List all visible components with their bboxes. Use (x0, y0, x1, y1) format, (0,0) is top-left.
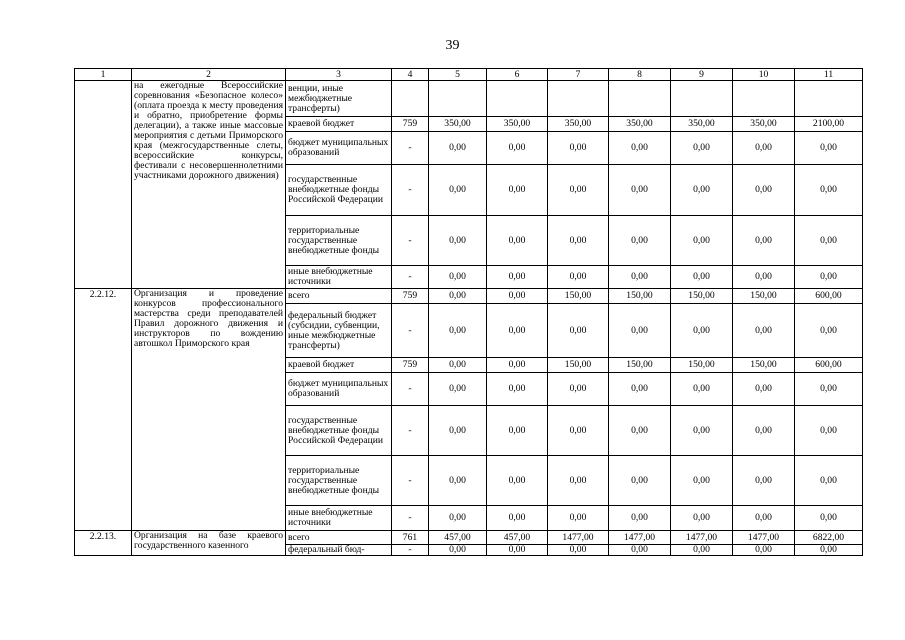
funding-source: всего (286, 289, 392, 304)
year-value: 0,00 (609, 216, 671, 266)
year-value: 0,00 (429, 406, 487, 456)
header-cell: 10 (733, 69, 795, 81)
year-value (548, 81, 609, 117)
year-value: 350,00 (609, 117, 671, 132)
year-value: 0,00 (609, 266, 671, 289)
total-value: 0,00 (795, 216, 863, 266)
year-value: 0,00 (429, 304, 487, 358)
funding-source: федеральный бюджет (субсидии, субвенции, иные межбюджетные трансферты) (286, 304, 392, 358)
year-value: 0,00 (487, 358, 548, 373)
year-value: 0,00 (429, 266, 487, 289)
year-value: 1477,00 (609, 531, 671, 545)
year-value: 0,00 (671, 373, 733, 406)
year-value: 0,00 (429, 456, 487, 506)
grbs-code: - (392, 132, 429, 165)
total-value: 0,00 (795, 456, 863, 506)
year-value: 0,00 (548, 304, 609, 358)
year-value: 1477,00 (733, 531, 795, 545)
grbs-code: - (392, 304, 429, 358)
total-value: 0,00 (795, 304, 863, 358)
year-value: 350,00 (733, 117, 795, 132)
year-value: 0,00 (487, 373, 548, 406)
grbs-code: 759 (392, 117, 429, 132)
year-value: 0,00 (548, 373, 609, 406)
item-code (75, 81, 132, 289)
year-value: 0,00 (671, 545, 733, 556)
header-cell: 3 (286, 69, 392, 81)
year-value: 0,00 (733, 373, 795, 406)
grbs-code: - (392, 406, 429, 456)
year-value: 0,00 (429, 216, 487, 266)
year-value: 0,00 (487, 406, 548, 456)
year-value: 457,00 (487, 531, 548, 545)
total-value: 2100,00 (795, 117, 863, 132)
funding-source: государственные внебюджетные фонды Российской Федерации (286, 406, 392, 456)
year-value: 0,00 (671, 165, 733, 216)
year-value: 350,00 (429, 117, 487, 132)
header-cell: 11 (795, 69, 863, 81)
year-value: 0,00 (609, 132, 671, 165)
year-value: 0,00 (733, 216, 795, 266)
item-name: Организация и проведение конкурсов профессионального мастерства среди преподавателей Правил дорожного движения и инструкторов по вождению автошкол Приморского края (132, 289, 286, 531)
total-value: 0,00 (795, 506, 863, 531)
table-row (75, 81, 863, 117)
year-value: 0,00 (609, 165, 671, 216)
year-value: 0,00 (487, 266, 548, 289)
year-value: 150,00 (671, 289, 733, 304)
year-value: 0,00 (487, 132, 548, 165)
year-value: 0,00 (429, 373, 487, 406)
year-value: 0,00 (671, 216, 733, 266)
header-cell: 5 (429, 69, 487, 81)
funding-source: бюджет муниципальных образований (286, 132, 392, 165)
year-value: 0,00 (429, 358, 487, 373)
header-cell: 8 (609, 69, 671, 81)
year-value: 1477,00 (671, 531, 733, 545)
total-value: 6822,00 (795, 531, 863, 545)
year-value: 0,00 (733, 456, 795, 506)
year-value: 1477,00 (548, 531, 609, 545)
year-value: 0,00 (733, 165, 795, 216)
funding-source: территориальные государственные внебюджетные фонды (286, 456, 392, 506)
grbs-code: - (392, 373, 429, 406)
grbs-code (392, 81, 429, 117)
year-value: 0,00 (609, 373, 671, 406)
year-value: 0,00 (548, 266, 609, 289)
year-value: 0,00 (733, 406, 795, 456)
year-value: 457,00 (429, 531, 487, 545)
year-value: 0,00 (429, 289, 487, 304)
year-value: 0,00 (429, 506, 487, 531)
year-value: 0,00 (609, 506, 671, 531)
funding-source: краевой бюджет (286, 117, 392, 132)
year-value: 0,00 (487, 216, 548, 266)
year-value: 0,00 (609, 304, 671, 358)
grbs-code: 759 (392, 358, 429, 373)
total-value: 600,00 (795, 358, 863, 373)
year-value: 350,00 (548, 117, 609, 132)
year-value: 0,00 (548, 216, 609, 266)
year-value: 0,00 (609, 406, 671, 456)
year-value: 0,00 (733, 304, 795, 358)
funding-source: иные внебюджетные источники (286, 506, 392, 531)
funding-source: территориальные государственные внебюджетные фонды (286, 216, 392, 266)
year-value: 0,00 (671, 456, 733, 506)
year-value: 0,00 (671, 406, 733, 456)
year-value: 0,00 (429, 545, 487, 556)
year-value: 0,00 (609, 545, 671, 556)
year-value: 150,00 (548, 289, 609, 304)
header-row (75, 69, 863, 81)
year-value: 0,00 (487, 289, 548, 304)
year-value: 0,00 (487, 165, 548, 216)
year-value: 0,00 (671, 304, 733, 358)
year-value: 0,00 (671, 132, 733, 165)
year-value: 0,00 (487, 506, 548, 531)
table-row (75, 289, 863, 304)
header-cell: 2 (132, 69, 286, 81)
year-value: 0,00 (548, 406, 609, 456)
total-value: 600,00 (795, 289, 863, 304)
year-value: 350,00 (487, 117, 548, 132)
funding-source: государственные внебюджетные фонды Российской Федерации (286, 165, 392, 216)
budget-table (74, 68, 863, 556)
year-value (487, 81, 548, 117)
year-value: 350,00 (671, 117, 733, 132)
header-cell: 1 (75, 69, 132, 81)
year-value: 0,00 (429, 132, 487, 165)
year-value: 0,00 (487, 545, 548, 556)
funding-source: бюджет муниципальных образований (286, 373, 392, 406)
funding-source: краевой бюджет (286, 358, 392, 373)
year-value: 150,00 (609, 358, 671, 373)
year-value: 0,00 (487, 304, 548, 358)
year-value: 0,00 (733, 266, 795, 289)
grbs-code: - (392, 506, 429, 531)
header-cell: 4 (392, 69, 429, 81)
year-value: 150,00 (609, 289, 671, 304)
year-value: 0,00 (671, 506, 733, 531)
total-value: 0,00 (795, 406, 863, 456)
year-value: 0,00 (733, 506, 795, 531)
year-value: 150,00 (733, 358, 795, 373)
year-value: 0,00 (548, 456, 609, 506)
grbs-code: 761 (392, 531, 429, 545)
funding-source: федеральный бюд- (286, 545, 392, 556)
year-value: 0,00 (548, 165, 609, 216)
grbs-code: 759 (392, 289, 429, 304)
total-value: 0,00 (795, 165, 863, 216)
table-row (75, 531, 863, 545)
year-value (429, 81, 487, 117)
year-value: 0,00 (609, 456, 671, 506)
funding-source: венции, иные межбюджетные трансферты) (286, 81, 392, 117)
grbs-code: - (392, 266, 429, 289)
year-value: 0,00 (671, 266, 733, 289)
funding-source: всего (286, 531, 392, 545)
grbs-code: - (392, 456, 429, 506)
year-value: 0,00 (548, 506, 609, 531)
header-cell: 7 (548, 69, 609, 81)
year-value: 0,00 (429, 165, 487, 216)
item-code: 2.2.13. (75, 531, 132, 556)
year-value: 0,00 (733, 545, 795, 556)
year-value (671, 81, 733, 117)
year-value: 0,00 (733, 132, 795, 165)
page-number: 39 (445, 38, 460, 53)
item-code: 2.2.12. (75, 289, 132, 531)
grbs-code: - (392, 165, 429, 216)
item-name: на ежегодные Всероссийские соревнования «Безопасное колесо» (оплата проезда к месту проведения и обратно, приобретение формы делегации), а также иные массовые мероприятия с детьми Приморского края (межгосударственные слеты, всероссийские конкурсы, фестивали с несовершеннолетними участниками дорожного движения) (132, 81, 286, 289)
total-value: 0,00 (795, 266, 863, 289)
year-value: 0,00 (548, 545, 609, 556)
item-name: Организация на базе краевого государственного казенного (132, 531, 286, 556)
funding-source: иные внебюджетные источники (286, 266, 392, 289)
year-value: 150,00 (548, 358, 609, 373)
header-cell: 6 (487, 69, 548, 81)
year-value: 0,00 (548, 132, 609, 165)
year-value (733, 81, 795, 117)
header-cell: 9 (671, 69, 733, 81)
total-value: 0,00 (795, 132, 863, 165)
grbs-code: - (392, 216, 429, 266)
year-value (609, 81, 671, 117)
year-value: 150,00 (671, 358, 733, 373)
grbs-code: - (392, 545, 429, 556)
total-value (795, 81, 863, 117)
year-value: 0,00 (487, 456, 548, 506)
total-value: 0,00 (795, 545, 863, 556)
year-value: 150,00 (733, 289, 795, 304)
total-value: 0,00 (795, 373, 863, 406)
